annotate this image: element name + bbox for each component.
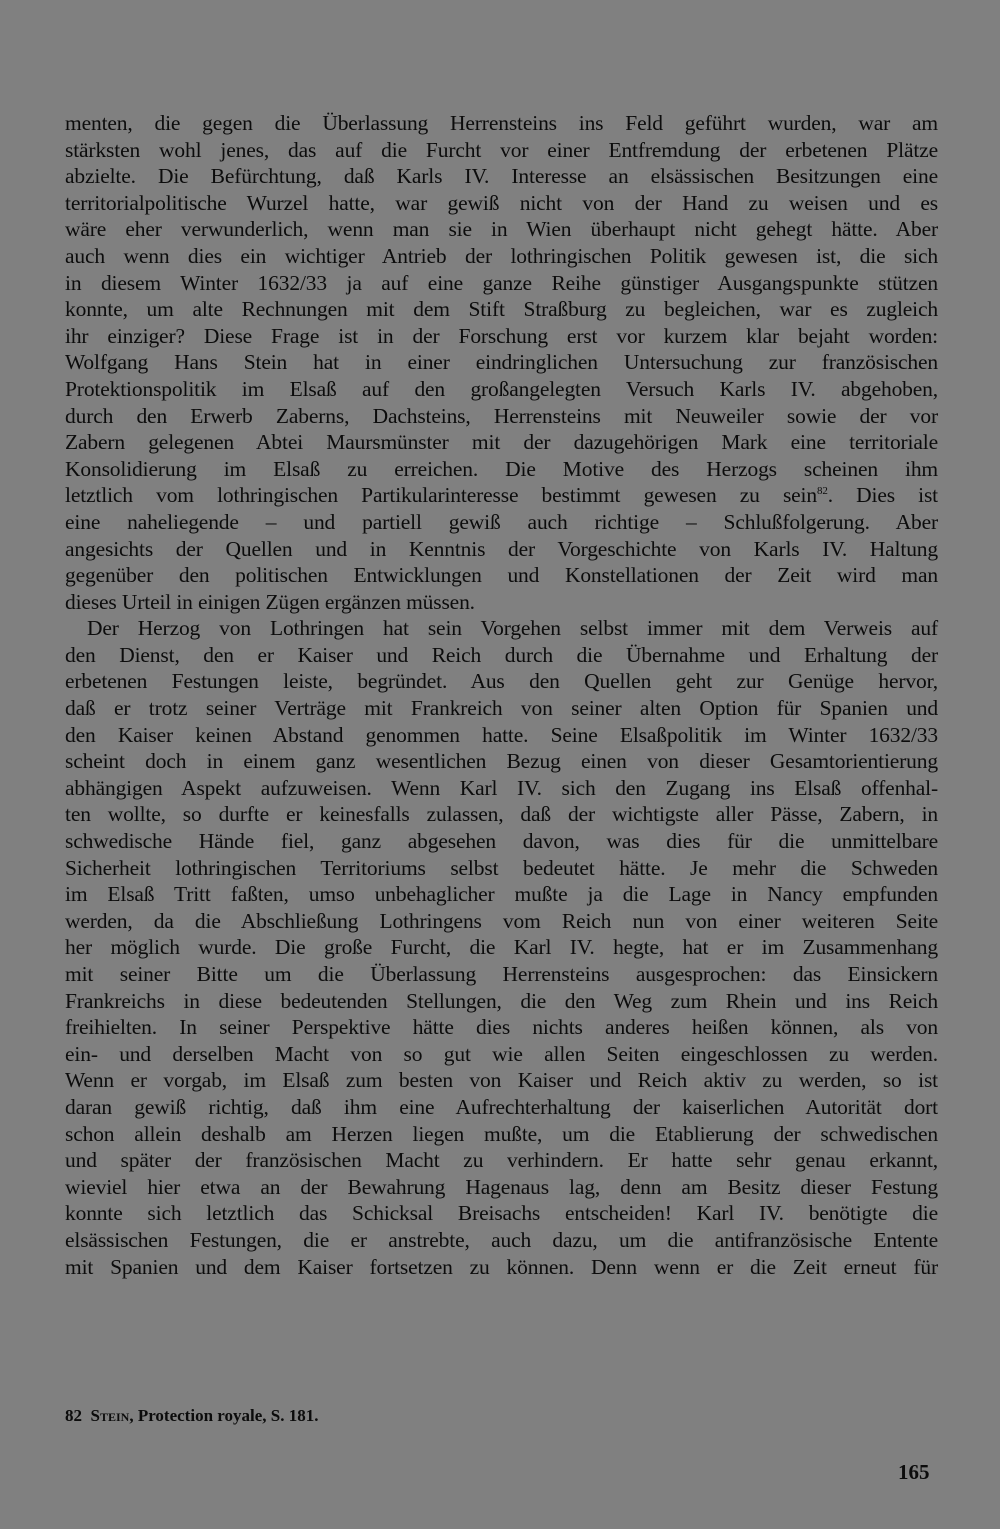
text-line: den Kaiser keinen Abstand genommen hatte. Seine Elsaßpolitik im Winter 1632/33 bbox=[65, 722, 938, 747]
text-line: menten, die gegen die Überlassung Herrensteins ins Feld geführt wurden, war am bbox=[65, 111, 938, 135]
text-line: abhängigen Aspekt aufzuweisen. Wenn Karl IV. sich den Zugang ins Elsaß offenhal- bbox=[65, 775, 938, 800]
text-line: Protektionspolitik im Elsaß auf den großangelegten Versuch Karls IV. abgehoben, bbox=[65, 376, 938, 401]
text-line: gegenüber den politischen Entwicklungen und Konstellationen der Zeit wird man bbox=[65, 563, 938, 588]
text-line: Wenn er vorgab, im Elsaß zum besten von Kaiser und Reich aktiv zu werden, so ist bbox=[65, 1068, 938, 1093]
paragraph-1-continued bbox=[65, 509, 938, 615]
page-number: 165 bbox=[898, 1460, 930, 1484]
text-line-with-footnote-ref bbox=[65, 482, 938, 509]
text-line: ihr einziger? Diese Frage ist in der Forschung erst vor kurzem klar bejaht worden: bbox=[65, 323, 938, 348]
text-fragment: . Dies ist bbox=[827, 483, 938, 508]
text-line: durch den Erwerb Zaberns, Dachsteins, Herrensteins mit Neuweiler sowie der vor bbox=[65, 403, 938, 428]
text-line: Sicherheit lothringischen Territoriums selbst bedeutet hätte. Je mehr die Schweden bbox=[65, 855, 938, 880]
text-line: ten wollte, so durfte er keinesfalls zulassen, daß der wichtigste aller Pässe, Zabern, in bbox=[65, 802, 938, 827]
footnote-author: Stein bbox=[90, 1406, 130, 1425]
text-line: wäre eher verwunderlich, wenn man sie in Wien überhaupt nicht gehegt hätte. Aber bbox=[65, 217, 938, 242]
text-line: scheint doch in einem ganz wesentlichen Bezug einen von dieser Gesamtorientierung bbox=[65, 749, 938, 774]
text-line: schon allein deshalb am Herzen liegen mußte, um die Etablierung der schwedischen bbox=[65, 1121, 938, 1146]
text-line: in diesem Winter 1632/33 ja auf eine ganze Reihe günstiger Ausgangspunkte stützen bbox=[65, 270, 938, 295]
footnote-reference: 82 bbox=[816, 485, 828, 498]
text-line: abzielte. Die Befürchtung, daß Karls IV. Interesse an elsässischen Besitzungen eine bbox=[65, 164, 938, 189]
text-line: wieviel hier etwa an der Bewahrung Hagenaus lag, denn am Besitz dieser Festung bbox=[65, 1174, 938, 1199]
text-line: auch wenn dies ein wichtiger Antrieb der lothringischen Politik gewesen ist, die sich bbox=[65, 243, 938, 268]
text-line: schwedische Hände fiel, ganz abgesehen davon, was dies für die unmittelbare bbox=[65, 829, 938, 854]
text-line: im Elsaß Tritt faßten, umso unbehaglicher mußte ja die Lage in Nancy empfunden bbox=[65, 882, 938, 907]
text-line: Konsolidierung im Elsaß zu erreichen. Die Motive des Herzogs scheinen ihm bbox=[65, 456, 938, 481]
text-line: dieses Urteil in einigen Zügen ergänzen müssen. bbox=[65, 589, 475, 614]
text-line: Frankreichs in diese bedeutenden Stellungen, die den Weg zum Rhein und ins Reich bbox=[65, 988, 938, 1013]
text-line: daß er trotz seiner Verträge mit Frankreich von seiner alten Option für Spanien und bbox=[65, 696, 938, 721]
text-line: konnte, um alte Rechnungen mit dem Stift Straßburg zu begleichen, war es zugleich bbox=[65, 297, 938, 322]
text-line: Zabern gelegenen Abtei Maursmünster mit der dazugehörigen Mark eine territoriale bbox=[65, 430, 938, 455]
text-line: ein- und derselben Macht von so gut wie allen Seiten eingeschlossen zu werden. bbox=[65, 1041, 938, 1066]
text-line: Wolfgang Hans Stein hat in einer eindringlichen Untersuchung zur französischen bbox=[65, 350, 938, 375]
text-line: den Dienst, den er Kaiser und Reich durch die Übernahme und Erhaltung der bbox=[65, 642, 938, 667]
footnote-number: 82 bbox=[65, 1406, 82, 1425]
paragraph-2 bbox=[65, 615, 938, 1280]
text-line: erbetenen Festungen leiste, begründet. Aus den Quellen geht zur Genüge hervor, bbox=[65, 669, 938, 694]
footnote-text: , Protection royale, S. 181. bbox=[129, 1406, 319, 1425]
text-line: freihielten. In seiner Perspektive hätte dies nichts anderes heißen können, als von bbox=[65, 1015, 938, 1040]
body-text bbox=[65, 110, 938, 1280]
text-fragment: letztlich vom lothringischen Partikularinteresse bestimmt gewesen zu sein bbox=[65, 483, 817, 508]
text-line: konnte sich letztlich das Schicksal Breisachs entscheiden! Karl IV. benötigte die bbox=[65, 1201, 938, 1226]
text-line: mit Spanien und dem Kaiser fortsetzen zu können. Denn wenn er die Zeit erneut für bbox=[65, 1254, 938, 1279]
paragraph-1 bbox=[65, 110, 938, 482]
text-line: daran gewiß richtig, daß ihm eine Aufrechterhaltung der kaiserlichen Autorität dort bbox=[65, 1094, 938, 1119]
text-line: und später der französischen Macht zu verhindern. Er hatte sehr genau erkannt, bbox=[65, 1148, 938, 1173]
text-line: werden, da die Abschließung Lothringens vom Reich nun von einer weiteren Seite bbox=[65, 908, 938, 933]
text-line: her möglich wurde. Die große Furcht, die Karl IV. hegte, hat er im Zusammenhang bbox=[65, 935, 938, 960]
footnote bbox=[65, 1406, 319, 1426]
text-line: territorialpolitische Wurzel hatte, war gewiß nicht von der Hand zu weisen und es bbox=[65, 190, 938, 215]
text-line: stärksten wohl jenes, das auf die Furcht vor einer Entfremdung der erbetenen Plätze bbox=[65, 137, 938, 162]
text-line: mit seiner Bitte um die Überlassung Herrensteins ausgesprochen: das Einsickern bbox=[65, 962, 938, 986]
text-line: eine naheliegende – und partiell gewiß auch richtige – Schlußfolgerung. Aber bbox=[65, 509, 938, 534]
text-line: angesichts der Quellen und in Kenntnis der Vorgeschichte von Karls IV. Haltung bbox=[65, 536, 938, 561]
text-line: elsässischen Festungen, die er anstrebte, auch dazu, um die antifranzösische Entente bbox=[65, 1227, 938, 1252]
text-line: Der Herzog von Lothringen hat sein Vorgehen selbst immer mit dem Verweis auf bbox=[87, 616, 938, 641]
